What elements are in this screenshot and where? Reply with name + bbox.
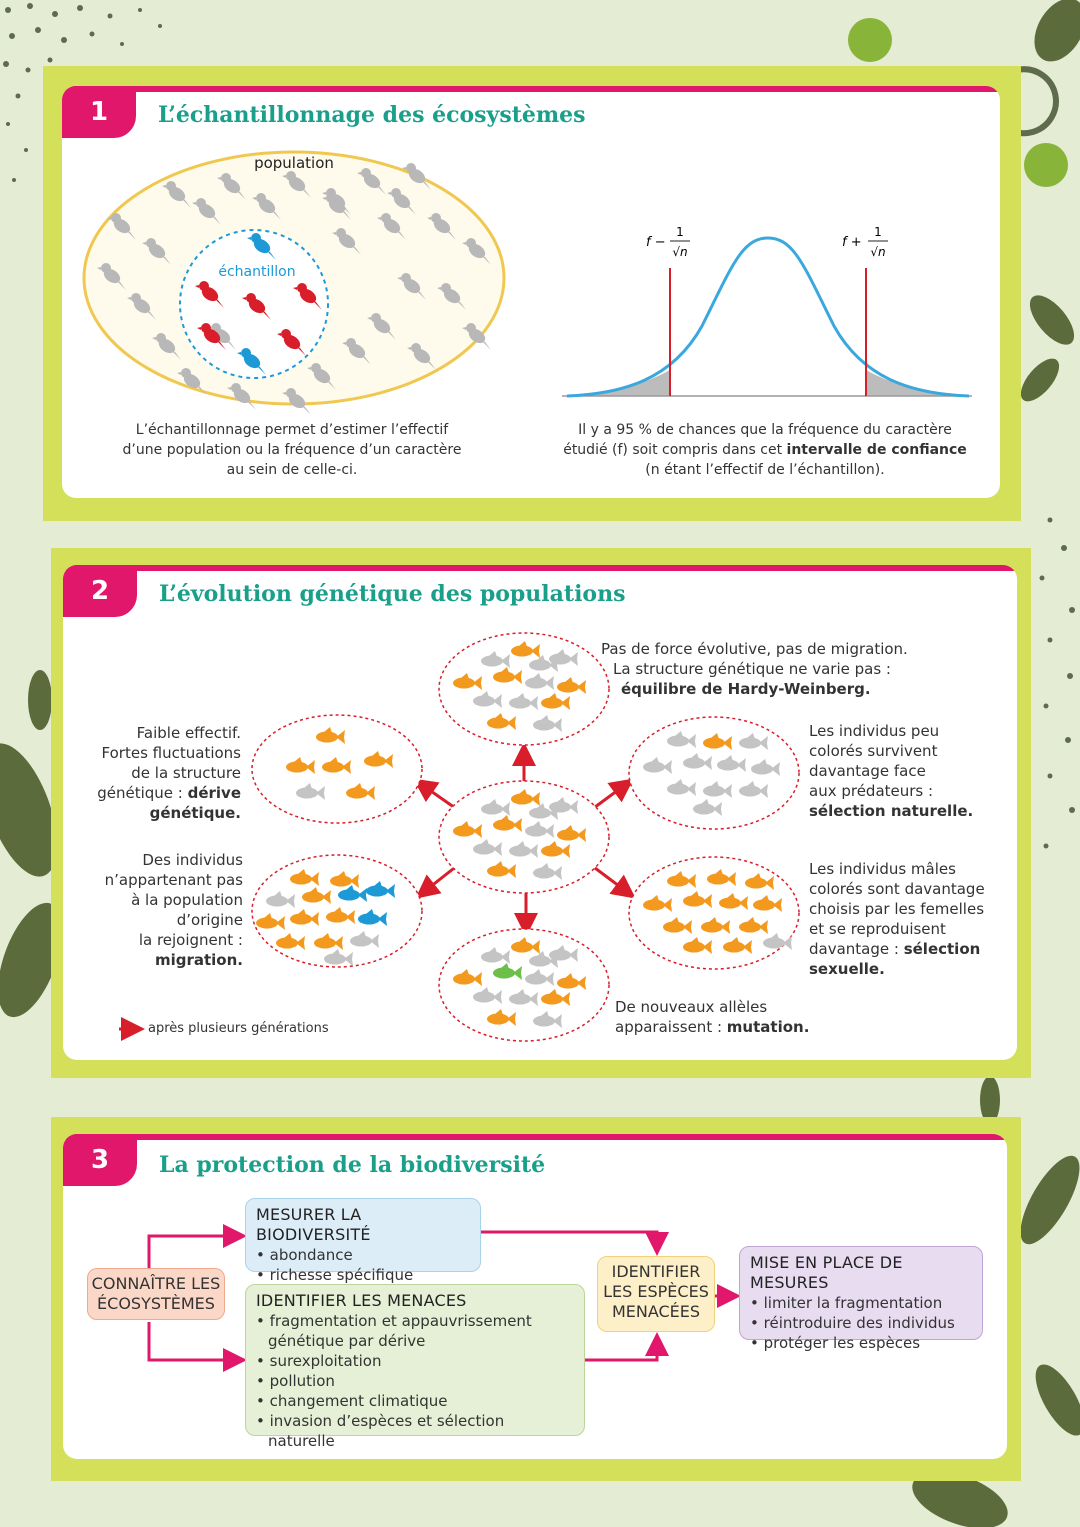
text: apparaissent : <box>615 1018 727 1036</box>
caption-line: au sein de celle-ci. <box>226 462 358 478</box>
text-line: n’appartenant pas <box>104 871 243 889</box>
text-line: aux prédateurs : <box>809 782 934 800</box>
text: davantage : <box>809 940 904 958</box>
text-line: Pas de force évolutive, pas de migration. <box>601 640 908 658</box>
panel-top-bar <box>62 86 1000 92</box>
box-line: ÉCOSYSTÈMES <box>97 1294 215 1313</box>
box-line: MENACÉES <box>611 1302 701 1321</box>
population-circle <box>629 717 799 829</box>
know-ecosystems-box <box>87 1268 225 1320</box>
confidence-interval-curve <box>562 156 982 396</box>
text-line: migration. <box>154 951 243 969</box>
drift-text <box>83 723 241 823</box>
threats-list <box>256 1311 574 1451</box>
upper-bound-label: f + <box>842 235 862 250</box>
bold-text: sélection <box>903 940 981 958</box>
left-caption <box>102 420 482 480</box>
text-line: choisis par les femelles <box>809 900 985 918</box>
panel-2 <box>63 565 1017 1060</box>
measures-list <box>750 1293 972 1353</box>
text-line: La structure génétique ne varie pas : <box>613 660 891 678</box>
text-line: de la structure <box>131 764 241 782</box>
fraction-denominator: √n <box>870 245 886 259</box>
text-line: sexuelle. <box>809 960 885 978</box>
fraction-numerator: 1 <box>874 225 882 239</box>
list-item: • invasion d’espèces et sélection naturelle <box>256 1411 574 1451</box>
text-line: et se reproduisent <box>809 920 946 938</box>
population-circle <box>629 857 799 969</box>
text-line: Faible effectif. <box>136 724 241 742</box>
caption-text: étudié (f) soit compris dans cet <box>563 442 787 458</box>
gaussian-curve <box>567 238 969 396</box>
hardy-weinberg-text <box>601 639 941 699</box>
identify-species-box <box>597 1256 715 1332</box>
panel-title: L’échantillonnage des écosystèmes <box>158 102 586 128</box>
box-title: MESURER LA BIODIVERSITÉ <box>256 1205 371 1244</box>
right-caption <box>540 420 990 480</box>
list-item: • réintroduire des individus <box>750 1313 972 1333</box>
list-item: • pollution <box>256 1371 574 1391</box>
text: génétique : <box>97 784 188 802</box>
sample-label: échantillon <box>218 264 296 280</box>
box-line: LES ESPÈCES <box>603 1282 709 1301</box>
text-line: d’origine <box>176 911 243 929</box>
caption-line: d’une population ou la fréquence d’un caractère <box>122 442 462 458</box>
text-line: génétique. <box>149 804 241 822</box>
caption-bold: intervalle de confiance <box>786 442 967 458</box>
box-line: CONNAÎTRE LES <box>91 1274 221 1293</box>
box-title: MISE EN PLACE DE MESURES <box>750 1253 903 1292</box>
population-diagram <box>82 146 522 416</box>
panel-3 <box>63 1134 1007 1459</box>
panel-title: L’évolution génétique des populations <box>159 581 626 607</box>
green-circle <box>1024 143 1068 187</box>
population-label: population <box>254 154 334 172</box>
text-line <box>809 939 1014 959</box>
panel-number: 1 <box>62 86 136 138</box>
box-line: IDENTIFIER <box>611 1262 701 1281</box>
list-item: • limiter la fragmentation <box>750 1293 972 1313</box>
identify-threats-box <box>245 1284 585 1450</box>
list-item: • surexploitation <box>256 1351 574 1371</box>
text-line: Des individus <box>142 851 243 869</box>
green-circle <box>848 18 892 62</box>
text-line: davantage face <box>809 762 926 780</box>
text-line: à la population <box>131 891 243 909</box>
legend: après plusieurs générations <box>148 1021 329 1036</box>
text-line: De nouveaux allèles <box>615 998 768 1016</box>
box-title: IDENTIFIER LES MENACES <box>256 1291 467 1310</box>
list-item: • abondance <box>256 1245 470 1265</box>
measure-biodiversity-box <box>245 1198 481 1284</box>
fraction-denominator: √n <box>672 245 688 259</box>
text-line: Les individus peu <box>809 722 940 740</box>
list-item: • changement climatique <box>256 1391 574 1411</box>
fraction-numerator: 1 <box>676 225 684 239</box>
migration-text <box>83 850 243 970</box>
lower-bound-label: f − <box>646 235 666 250</box>
list-item: • fragmentation et appauvrissement génétique par dérive <box>256 1311 574 1351</box>
panel-1 <box>62 86 1000 498</box>
panel-number: 3 <box>63 1134 137 1186</box>
measure-list <box>256 1245 470 1285</box>
text-line: Fortes fluctuations <box>101 744 241 762</box>
text-line: colorés survivent <box>809 742 938 760</box>
list-item: • protéger les espèces <box>750 1333 972 1353</box>
measures-box <box>739 1246 983 1352</box>
text-line: Les individus mâles <box>809 860 956 878</box>
text-line: équilibre de Hardy-Weinberg. <box>621 680 871 698</box>
list-item: • richesse spécifique <box>256 1265 470 1285</box>
mutation-text <box>615 997 875 1037</box>
bold-text: dérive <box>187 784 241 802</box>
text-line: colorés sont davantage <box>809 880 985 898</box>
text-line: sélection naturelle. <box>809 802 974 820</box>
text-line <box>83 783 241 803</box>
caption-line: Il y a 95 % de chances que la fréquence du caractère <box>578 422 952 438</box>
panel-number: 2 <box>63 565 137 617</box>
text-line <box>615 1017 875 1037</box>
caption-line <box>540 440 990 460</box>
text-line: la rejoignent : <box>138 931 243 949</box>
natural-selection-text <box>809 721 1009 821</box>
sexual-selection-text <box>809 859 1014 979</box>
caption-line: L’échantillonnage permet d’estimer l’effectif <box>135 422 449 438</box>
bold-text: mutation. <box>726 1018 810 1036</box>
panel-title: La protection de la biodiversité <box>159 1152 546 1178</box>
caption-line: (n étant l’effectif de l’échantillon). <box>645 462 885 478</box>
